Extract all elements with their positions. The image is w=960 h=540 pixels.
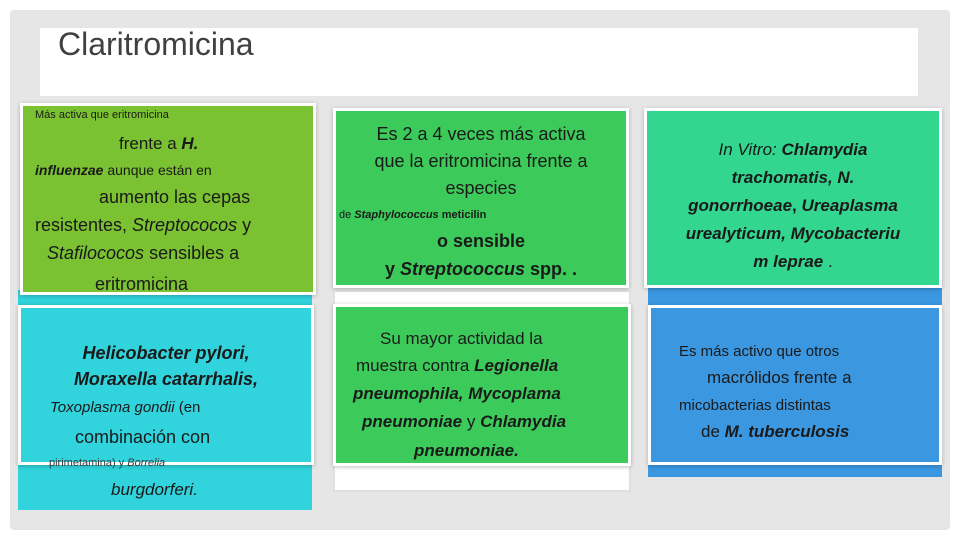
card4-text: Toxoplasma gondii (50, 399, 175, 416)
card1-text: y (237, 215, 252, 235)
card5-text: Chlamydia (480, 412, 567, 431)
card2-text: Staphylococcus (354, 209, 439, 221)
card1-text: aunque están en (103, 162, 212, 178)
card1-text: H. (181, 134, 199, 153)
card2-line4 (339, 209, 486, 221)
card2-text: y (384, 259, 400, 279)
card2-line3: especies (445, 178, 517, 198)
card2-line2: que la eritromicina frente a (374, 151, 588, 171)
card3-line4: urealyticum, Mycobacteriu (685, 224, 901, 243)
card5-text: pneumoniae (362, 412, 463, 431)
card1-line1: Más activa que eritromicina (35, 109, 169, 121)
card6-text: M. tuberculosis (724, 422, 850, 441)
card-micobacterias (648, 305, 942, 465)
card4-line3 (50, 399, 200, 416)
slide-title: Claritromicina (58, 26, 254, 62)
card3-text: Chlamydia (781, 140, 868, 159)
card1-text: influenzae (35, 162, 104, 178)
card1-text: Stafilococos (47, 243, 145, 263)
card1-text: resistentes, (35, 215, 133, 235)
card2-text: meticilin (438, 209, 487, 221)
card-legionella (333, 304, 631, 466)
card5-line1: Su mayor actividad la (380, 329, 543, 348)
card4-text: (en (174, 399, 201, 416)
card3-line1 (647, 140, 939, 160)
card4-line5 (49, 457, 165, 469)
card5-line3: pneumophila, Mycoplama (353, 384, 561, 403)
card6-line2: macrólidos frente a (707, 368, 852, 387)
card4-text: Borrelia (127, 457, 166, 469)
card3-text: . (823, 252, 833, 271)
card5-text: Legionella (474, 356, 559, 375)
card3-text: , (792, 196, 802, 215)
card3-text: gonorrhoeae (688, 196, 793, 215)
card2-text: Streptococcus (399, 259, 526, 279)
card5-text: y (462, 412, 481, 431)
card2-line1: Es 2 a 4 veces más activa (376, 124, 586, 144)
card5-line4 (362, 412, 566, 432)
card2-text: de (339, 209, 355, 221)
card2-line6 (336, 259, 626, 280)
card3-line5 (647, 252, 939, 272)
card1-line3 (35, 162, 212, 178)
card5-line5: pneumoniae. (414, 441, 519, 460)
card4-line1: Helicobacter pylori, (82, 343, 250, 363)
card3-text: In Vitro: (718, 140, 782, 159)
card1-line7: eritromicina (95, 274, 189, 294)
card6-line3: micobacterias distintas (679, 397, 831, 414)
card1-line6 (47, 243, 239, 264)
card1-text: frente a (119, 134, 182, 153)
card-staphylococcus (333, 108, 629, 288)
card4-line6: burgdorferi. (111, 480, 198, 499)
card6-text: de (701, 422, 725, 441)
card6-line4 (701, 422, 849, 442)
card-in-vitro (644, 108, 942, 288)
card4-line2: Moraxella catarrhalis, (73, 369, 259, 389)
card1-line5 (35, 215, 251, 236)
card1-text: Streptococos (132, 215, 238, 235)
card1-text: sensibles a (144, 243, 240, 263)
card5-line2 (356, 356, 558, 376)
card4-line4: combinación con (75, 427, 211, 447)
card3-text: Ureaplasma (801, 196, 898, 215)
card4-text: pirimetamina) y (49, 457, 128, 469)
card3-line2: trachomatis, N. (731, 168, 855, 187)
card2-line5: o sensible (436, 231, 526, 251)
card5-text: muestra contra (356, 356, 475, 375)
card1-line2 (119, 134, 198, 154)
card-influenzae (20, 103, 316, 295)
card2-text: spp. . (525, 259, 578, 279)
card6-line1: Es más activo que otros (679, 343, 840, 360)
card-helicobacter (18, 305, 314, 499)
card3-text: m leprae (753, 252, 824, 271)
card3-line3 (647, 196, 939, 216)
card1-line4: aumento las cepas (99, 187, 251, 207)
